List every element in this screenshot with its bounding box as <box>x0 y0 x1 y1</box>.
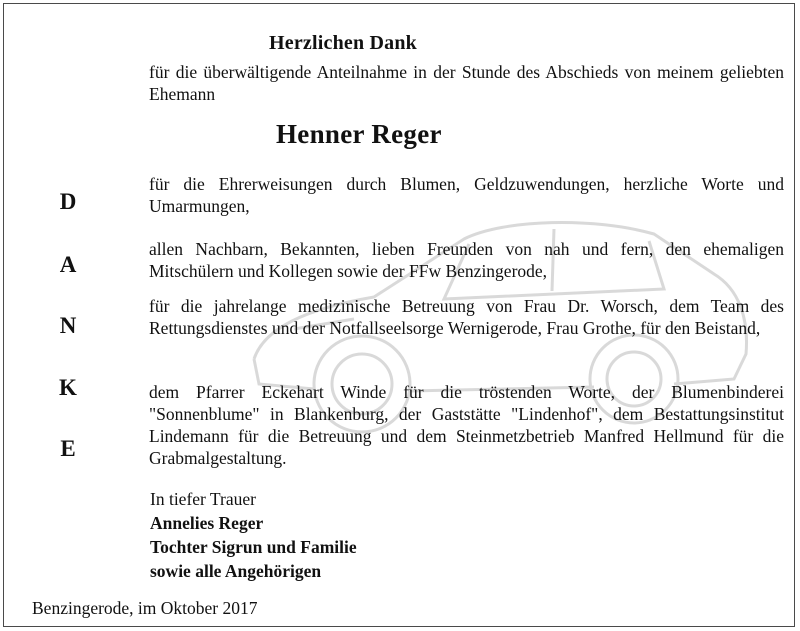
closing-phrase: In tiefer Trauer <box>150 489 256 509</box>
danke-letter: N <box>59 313 77 338</box>
danke-letter: K <box>59 375 77 400</box>
signatory: sowie alle Angehörigen <box>150 561 322 581</box>
danke-letter: D <box>59 189 77 214</box>
danke-letter: E <box>60 436 76 461</box>
thanks-paragraph: für die jahrelange medizinische Betreuung von Frau Dr. Worsch, dem Team des Rettungsdienstes und der Notfallseelsorge Wernigerode, Frau Grothe, für den Beistand, <box>149 296 784 338</box>
thanks-paragraph: für die Ehrerweisungen durch Blumen, Geldzuwendungen, herzliche Worte und Umarmungen, <box>149 174 784 216</box>
deceased-name: Henner Reger <box>276 119 442 149</box>
place-date: Benzingerode, im Oktober 2017 <box>32 598 258 618</box>
thanks-paragraph: dem Pfarrer Eckehart Winde für die tröstenden Worte, der Blumenbinderei "Sonnenblume" in Blankenburg, der Gaststätte "Lindenhof", dem Bestattungsinstitut Lindemann für die Betreuung und dem Steinmetzbetrieb Manfred Hellmund für die Grabmalgestaltung. <box>149 382 784 468</box>
signatory: Tochter Sigrun und Familie <box>150 537 357 557</box>
signatory: Annelies Reger <box>150 513 264 533</box>
thanks-paragraph: allen Nachbarn, Bekannten, lieben Freunden von nah und fern, den ehemaligen Mitschülern und Kollegen sowie der FFw Benzingerode, <box>149 239 784 281</box>
closing-block <box>150 487 357 583</box>
intro-text: für die überwältigende Anteilnahme in der Stunde des Abschieds von meinem geliebten Ehemann <box>149 62 784 104</box>
header-title: Herzlichen Dank <box>269 32 417 54</box>
danke-letter: A <box>59 252 77 277</box>
obituary-card <box>3 3 795 627</box>
